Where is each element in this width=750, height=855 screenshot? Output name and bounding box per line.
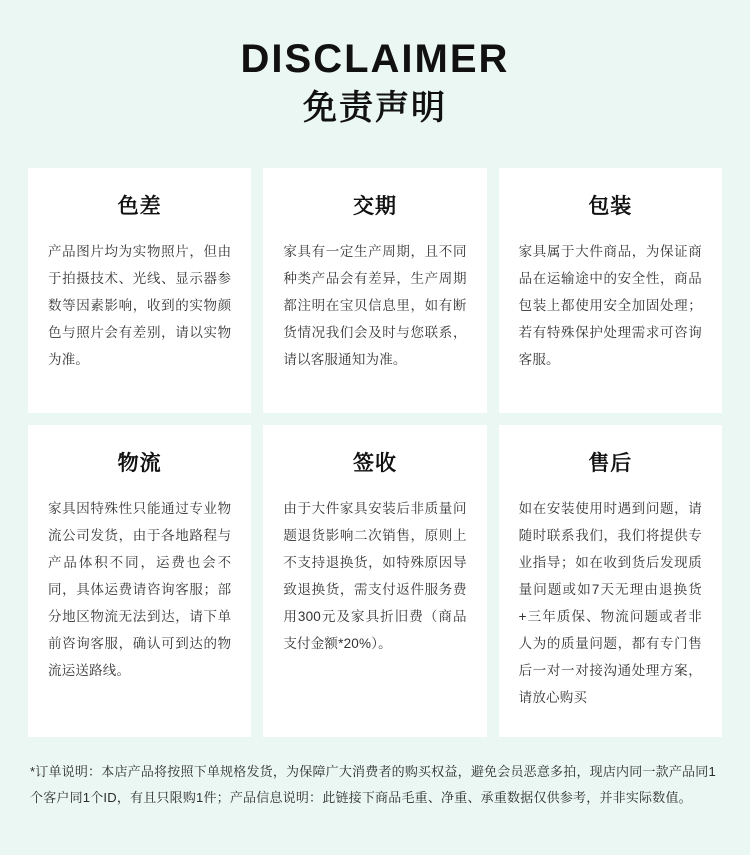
card-signing-receipt	[263, 425, 486, 737]
page-header	[28, 0, 722, 130]
order-notice-footnote: *订单说明：本店产品将按照下单规格发货，为保障广大消费者的购买权益，避免会员恶意多拍，现店内同一款产品同1个客户同1个ID，有且只限购1件；产品信息说明：此链接下商品毛重、净重、承重数据仅供参考，并非实际数值。	[30, 764, 716, 806]
disclaimer-card-grid	[28, 168, 722, 737]
card-color-difference	[28, 168, 251, 413]
card-body: 家具因特殊性只能通过专业物流公司发货，由于各地路程与产品体积不同，运费也会不同，具体运费请咨询客服；部分地区物流无法到达，请下单前咨询客服，确认可到达的物流运送路线。	[48, 501, 232, 679]
card-body: 如在安装使用时遇到问题，请随时联系我们，我们将提供专业指导；如在收到货后发现质量问题或如7天无理由退换货+三年质保、物流问题或者非人为的质量问题，都有专门售后一对一对接沟通处理方案，请放心购买	[518, 501, 702, 706]
card-logistics	[28, 425, 251, 737]
card-body: 由于大件家具安装后非质量问题退货影响二次销售，原则上不支持退换货，如特殊原因导致退换货，需支付返件服务费用300元及家具折旧费（商品支付金额*20%）。	[283, 501, 467, 652]
card-delivery-period	[263, 168, 486, 413]
card-title: 签收	[352, 452, 397, 476]
card-body: 家具有一定生产周期，且不同种类产品会有差异，生产周期都注明在宝贝信息里，如有断货情况我们会及时与您联系，请以客服通知为准。	[283, 244, 467, 368]
card-packaging	[499, 168, 722, 413]
page-title-chinese: 免责声明	[303, 89, 447, 127]
card-after-sales	[499, 425, 722, 737]
card-title: 物流	[117, 452, 162, 476]
card-title: 交期	[352, 195, 397, 219]
card-body: 产品图片均为实物照片，但由于拍摄技术、光线、显示器参数等因素影响，收到的实物颜色与照片会有差别，请以实物为准。	[48, 244, 232, 368]
card-body: 家具属于大件商品，为保证商品在运输途中的安全性，商品包装上都使用安全加固处理；若有特殊保护处理需求可咨询客服。	[518, 244, 702, 368]
page-title-english: DISCLAIMER	[240, 37, 510, 81]
card-title: 售后	[588, 452, 633, 476]
card-title: 包装	[588, 195, 633, 219]
card-title: 色差	[117, 195, 162, 219]
